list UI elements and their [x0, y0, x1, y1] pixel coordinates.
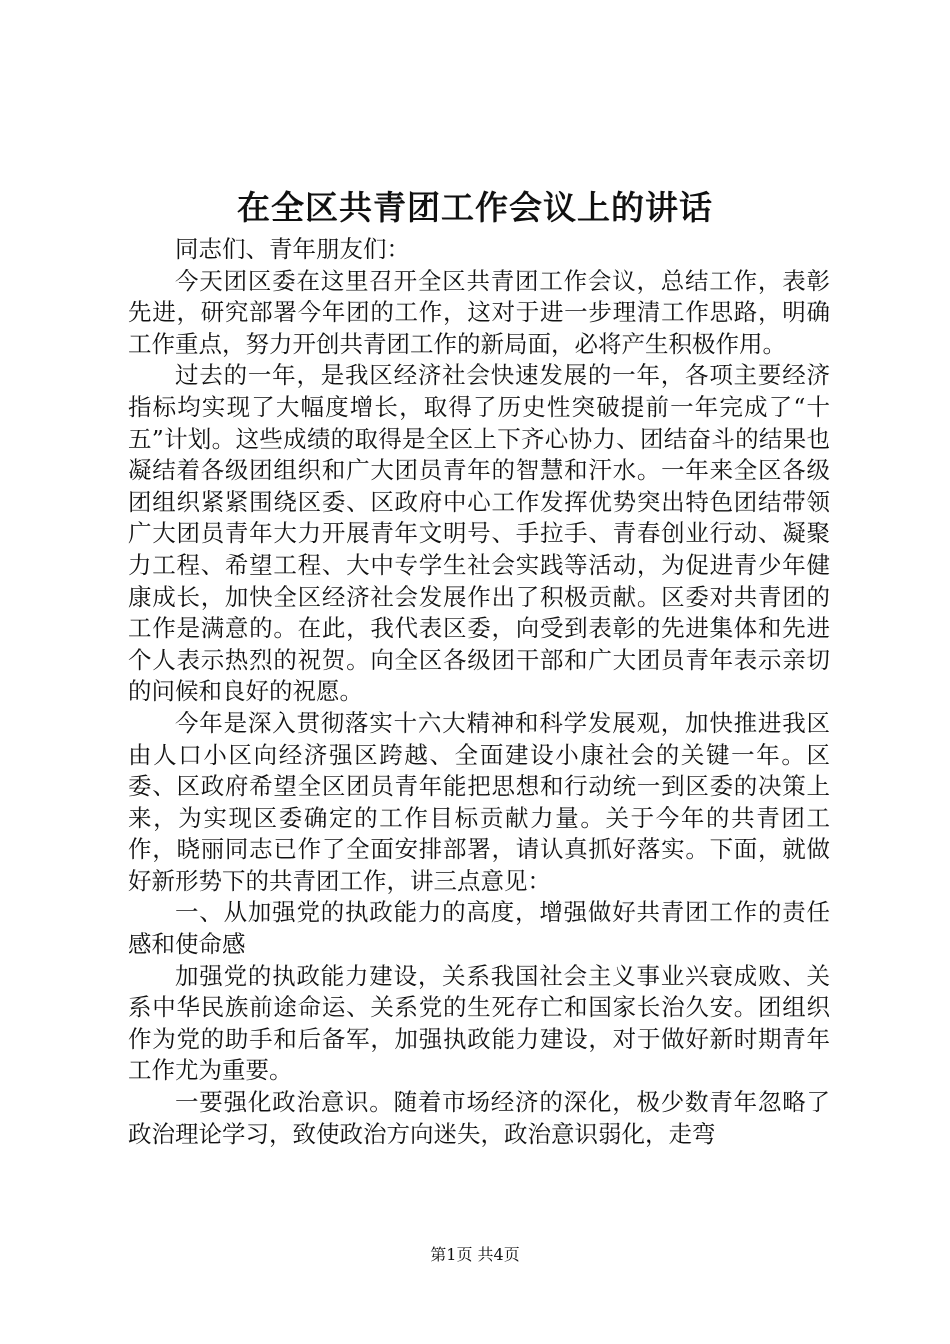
document-body: [128, 234, 830, 1150]
body-paragraph: 今天团区委在这里召开全区共青团工作会议，总结工作，表彰先进，研究部署今年团的工作，这对于进一步理清工作思路，明确工作重点，努力开创共青团工作的新局面，必将产生积极作用。: [128, 266, 830, 358]
page-footer: 第1页 共4页: [430, 1245, 520, 1264]
body-paragraph: 加强党的执政能力建设，关系我国社会主义事业兴衰成败、关系中华民族前途命运、关系党的生死存亡和国家长治久安。团组织作为党的助手和后备军，加强执政能力建设，对于做好新时期青年工作尤为重要。: [128, 961, 830, 1085]
body-paragraph: 今年是深入贯彻落实十六大精神和科学发展观，加快推进我区由人口小区向经济强区跨越、全面建设小康社会的关键一年。区委、区政府希望全区团员青年能把思想和行动统一到区委的决策上来，为实现区委确定的工作目标贡献力量。关于今年的共青团工作，晓丽同志已作了全面安排部署，请认真抓好落实。下面，就做好新形势下的共青团工作，讲三点意见：: [128, 708, 830, 895]
body-paragraph: 过去的一年，是我区经济社会快速发展的一年，各项主要经济指标均实现了大幅度增长，取得了历史性突破提前一年完成了“十五”计划。这些成绩的取得是全区上下齐心协力、团结奋斗的结果也凝结着各级团组织和广大团员青年的智慧和汗水。一年来全区各级团组织紧紧围绕区委、区政府中心工作发挥优势突出特色团结带领广大团员青年大力开展青年文明号、手拉手、青春创业行动、凝聚力工程、希望工程、大中专学生社会实践等活动，为促进青少年健康成长，加快全区经济社会发展作出了积极贡献。区委对共青团的工作是满意的。在此，我代表区委，向受到表彰的先进集体和先进个人表示热烈的祝贺。向全区各级团干部和广大团员青年表示亲切的问候和良好的祝愿。: [128, 361, 830, 706]
body-paragraph: 一要强化政治意识。随着市场经济的深化，极少数青年忽略了政治理论学习，致使政治方向迷失，政治意识弱化，走弯: [128, 1088, 830, 1148]
document-title: 在全区共青团工作会议上的讲话: [237, 188, 713, 227]
section-heading: 一、从加强党的执政能力的高度，增强做好共青团工作的责任感和使命感: [128, 898, 830, 959]
salutation-paragraph: 同志们、青年朋友们：: [175, 235, 410, 263]
